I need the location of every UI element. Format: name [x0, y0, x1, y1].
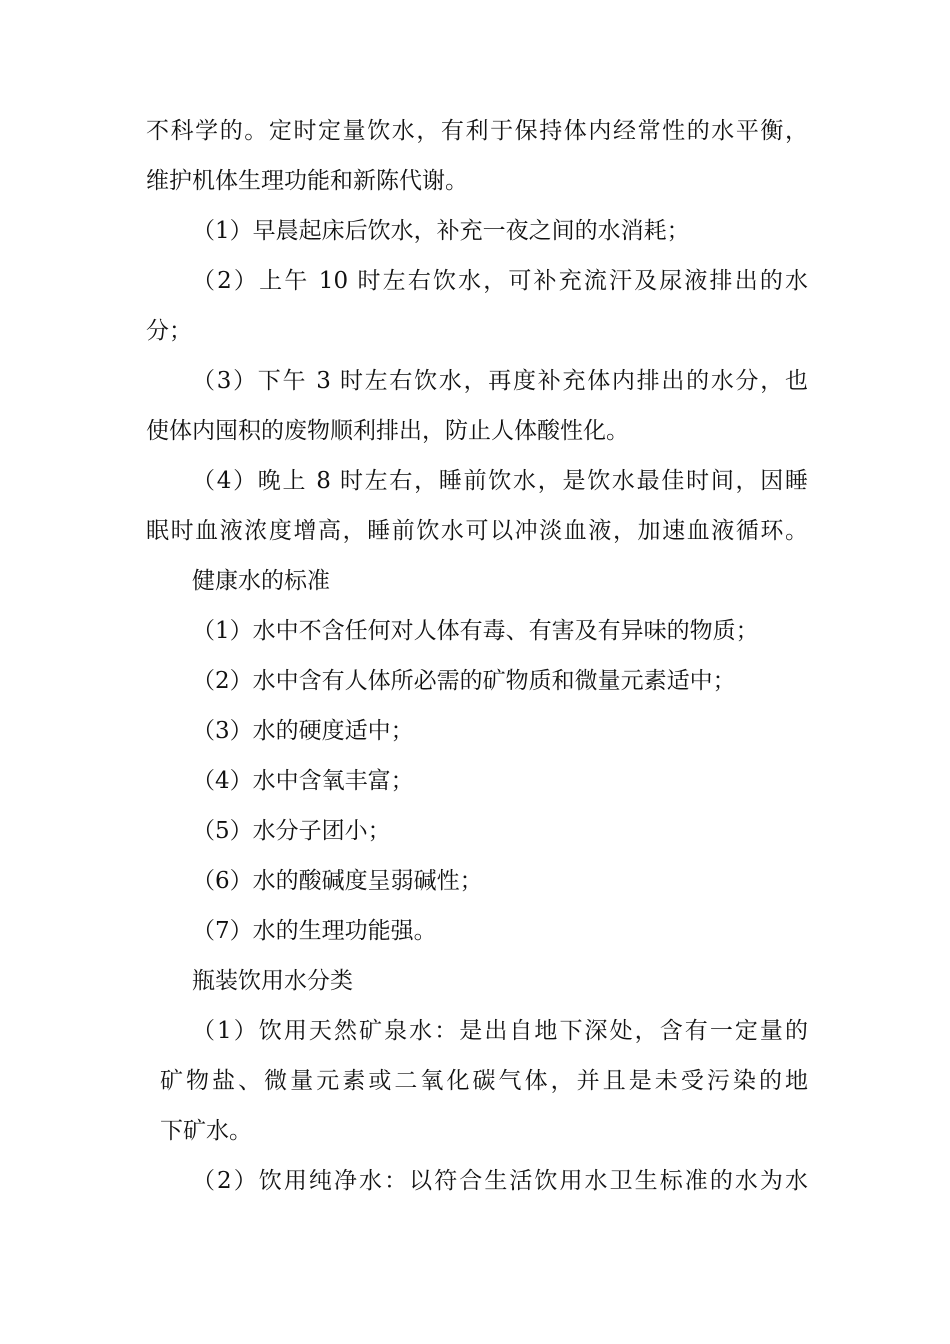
text-line: （5）水分子团小；	[192, 818, 391, 844]
text-line: 下矿水。	[160, 1118, 252, 1144]
text-line: （3）下午 3 时左右饮水，再度补充体内排出的水分，也	[192, 368, 808, 394]
text-line: （2）饮用纯净水：以符合生活饮用水卫生标准的水为水	[192, 1168, 808, 1194]
text-line: （4）水中含氧丰富；	[192, 768, 414, 794]
text-line: 矿物盐、微量元素或二氧化碳气体，并且是未受污染的地	[160, 1068, 808, 1094]
section-heading: 健康水的标准	[192, 568, 330, 594]
text-line: （3）水的硬度适中；	[192, 718, 414, 744]
text-line: （4）晚上 8 时左右，睡前饮水，是饮水最佳时间，因睡	[192, 468, 808, 494]
text-line: （2）水中含有人体所必需的矿物质和微量元素适中；	[192, 668, 736, 694]
text-line: （1）水中不含任何对人体有毒、有害及有异味的物质；	[192, 618, 759, 644]
text-line: 使体内囤积的废物顺利排出，防止人体酸性化。	[146, 418, 629, 444]
text-line: 维护机体生理功能和新陈代谢。	[146, 168, 468, 194]
text-line: （1）饮用天然矿泉水：是出自地下深处，含有一定量的	[192, 1018, 808, 1044]
text-line: 不科学的。定时定量饮水，有利于保持体内经常性的水平衡，	[146, 118, 808, 144]
text-line: （7）水的生理功能强。	[192, 918, 437, 944]
text-line: 分；	[146, 318, 192, 344]
text-line: 眠时血液浓度增高，睡前饮水可以冲淡血液，加速血液循环。	[146, 518, 808, 544]
section-heading: 瓶装饮用水分类	[192, 968, 353, 994]
text-line: （2）上午 10 时左右饮水，可补充流汗及尿液排出的水	[192, 268, 808, 294]
text-line: （6）水的酸碱度呈弱碱性；	[192, 868, 483, 894]
text-line: （1）早晨起床后饮水，补充一夜之间的水消耗；	[192, 218, 690, 244]
